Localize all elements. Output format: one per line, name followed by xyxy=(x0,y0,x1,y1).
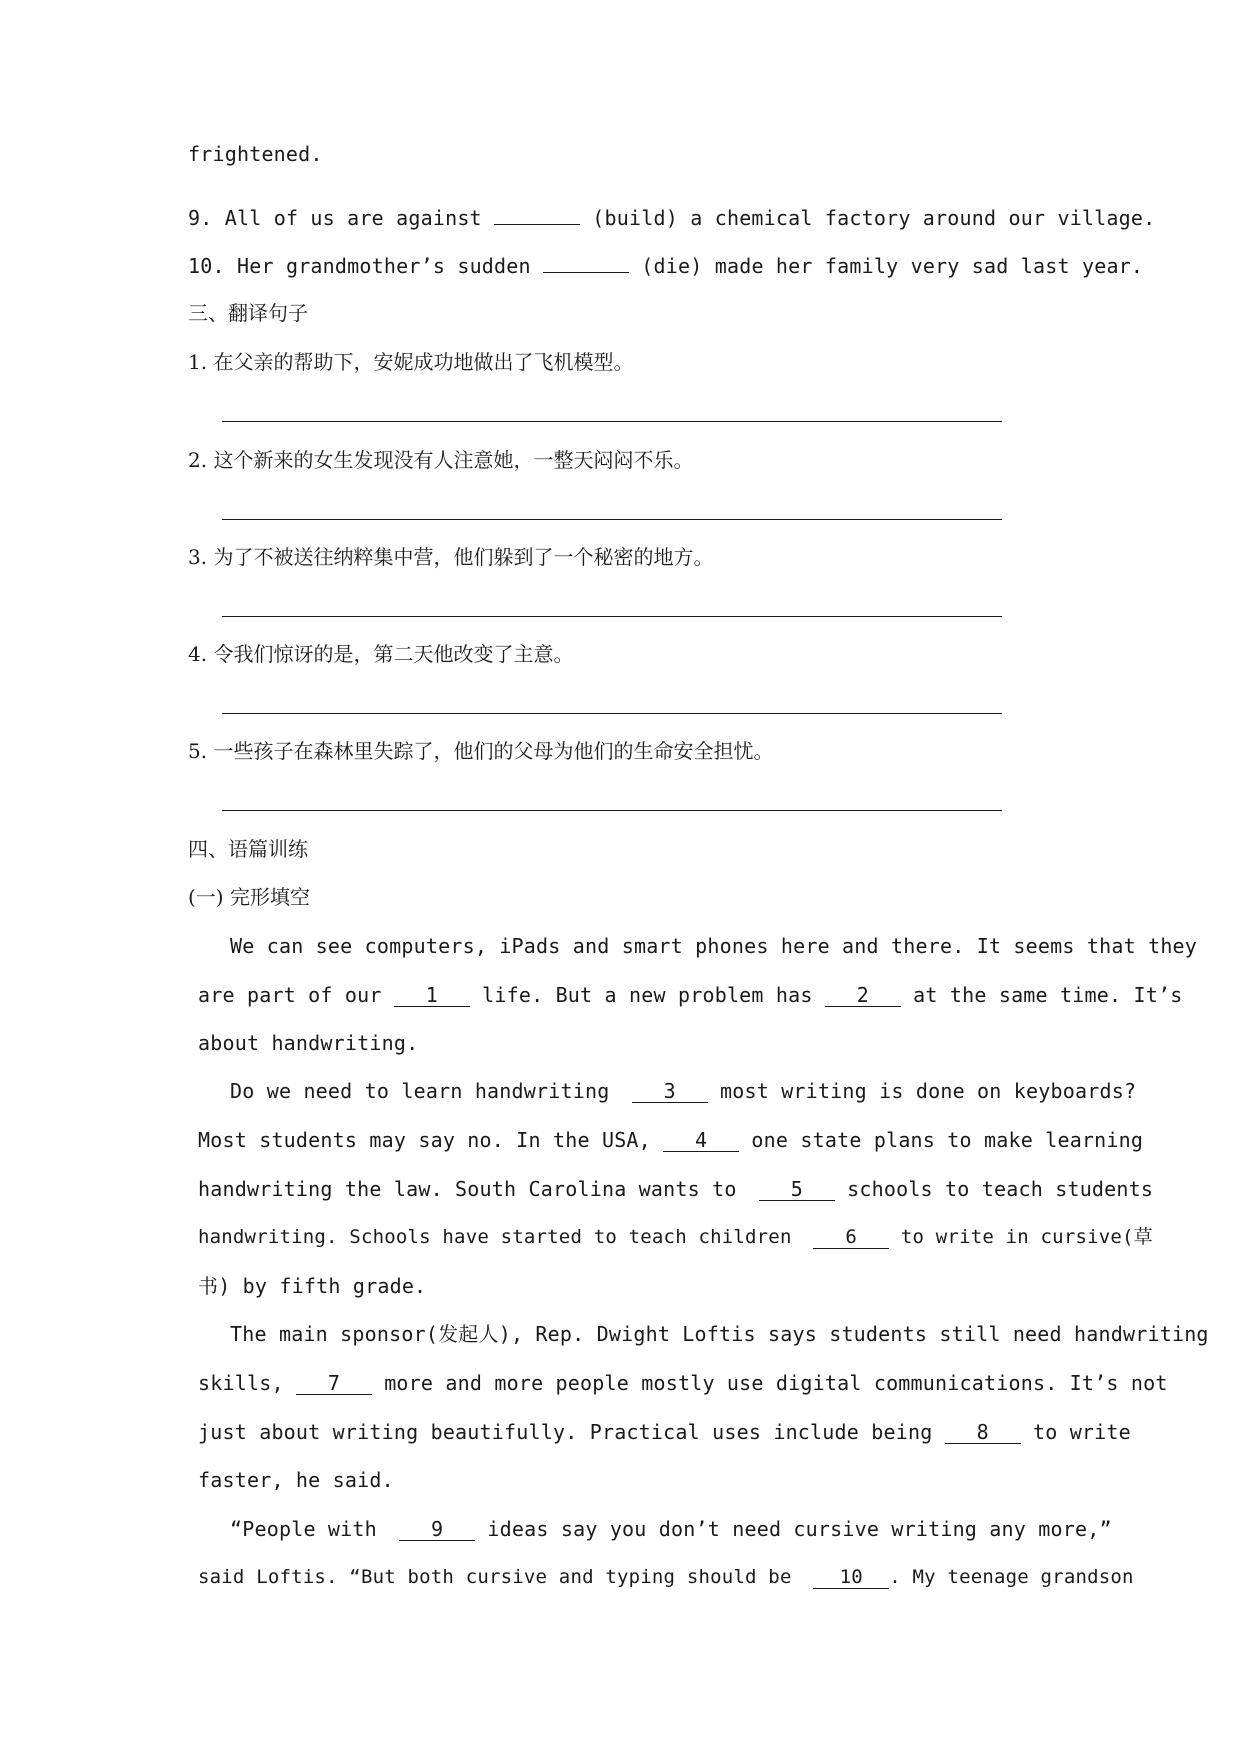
cloze-text: handwriting. Schools have started to teach children xyxy=(198,1226,792,1248)
answer-blank[interactable] xyxy=(494,224,580,225)
cloze-blank-10[interactable]: 10 xyxy=(813,1566,889,1589)
cloze-text: ideas say you don’t need cursive writing any more,” xyxy=(487,1517,1112,1541)
cloze-text: are part of our xyxy=(198,983,382,1007)
question-number: 10. xyxy=(188,254,225,278)
cloze-line xyxy=(198,1370,1168,1396)
cloze-line xyxy=(230,1516,1112,1542)
cloze-line xyxy=(198,1564,1134,1590)
cloze-blank-4[interactable]: 4 xyxy=(663,1129,739,1152)
cloze-text: . My teenage grandson xyxy=(889,1566,1134,1588)
cloze-text: life. But a new problem has xyxy=(482,983,813,1007)
item-number: 3. xyxy=(188,545,208,569)
question-10 xyxy=(188,253,1143,279)
cloze-line: about handwriting. xyxy=(198,1031,419,1055)
cloze-text: Do we need to learn handwriting xyxy=(230,1079,610,1103)
item-text: 这个新来的女生发现没有人注意她，一整天闷闷不乐。 xyxy=(213,448,694,472)
cloze-blank-9[interactable]: 9 xyxy=(399,1518,475,1541)
cloze-blank-2[interactable]: 2 xyxy=(825,984,901,1007)
cloze-text: “People with xyxy=(230,1517,377,1541)
item-number: 5. xyxy=(188,739,208,763)
translation-item-4 xyxy=(188,641,573,667)
item-text: 一些孩子在森林里失踪了，他们的父母为他们的生命安全担忧。 xyxy=(213,739,774,763)
cloze-line xyxy=(198,1419,1131,1445)
cloze-text: just about writing beautifully. Practical uses include being xyxy=(198,1420,933,1444)
cloze-text: more and more people mostly use digital communications. It’s not xyxy=(384,1371,1168,1395)
answer-blank[interactable] xyxy=(543,272,629,273)
cloze-text: one state plans to make learning xyxy=(751,1128,1144,1152)
cloze-blank-7[interactable]: 7 xyxy=(296,1372,372,1395)
translation-item-5 xyxy=(188,738,773,764)
q8-continuation: frightened. xyxy=(188,142,323,166)
cloze-text: skills, xyxy=(198,1371,284,1395)
question-text: All of us are against xyxy=(224,206,482,230)
cloze-text: said Loftis. “But both cursive and typing should be xyxy=(198,1566,792,1588)
cloze-text: handwriting the law. South Carolina wants to xyxy=(198,1177,737,1201)
subsection-heading-cloze: (一) 完形填空 xyxy=(188,885,310,909)
cloze-text: schools to teach students xyxy=(847,1177,1154,1201)
question-text: (build) a chemical factory around our village. xyxy=(592,206,1156,230)
cloze-blank-5[interactable]: 5 xyxy=(759,1178,835,1201)
cloze-line xyxy=(198,982,1183,1008)
answer-line-3[interactable] xyxy=(222,616,1002,617)
cloze-line: faster, he said. xyxy=(198,1468,394,1492)
cloze-line: 书) by fifth grade. xyxy=(198,1274,427,1298)
cloze-text: most writing is done on keyboards? xyxy=(719,1079,1137,1103)
section-heading-reading: 四、语篇训练 xyxy=(188,837,308,861)
cloze-line xyxy=(230,1078,1137,1104)
section-heading-translation: 三、翻译句子 xyxy=(188,301,308,325)
translation-item-1 xyxy=(188,349,633,375)
translation-item-2 xyxy=(188,447,693,473)
answer-line-1[interactable] xyxy=(222,421,1002,422)
answer-line-4[interactable] xyxy=(222,713,1002,714)
item-text: 为了不被送往纳粹集中营，他们躲到了一个秘密的地方。 xyxy=(213,545,714,569)
question-number: 9. xyxy=(188,206,213,230)
item-number: 4. xyxy=(188,642,208,666)
cloze-line xyxy=(198,1176,1154,1202)
item-text: 令我们惊讶的是，第二天他改变了主意。 xyxy=(213,642,574,666)
cloze-text: Most students may say no. In the USA, xyxy=(198,1128,651,1152)
cloze-blank-8[interactable]: 8 xyxy=(945,1421,1021,1444)
translation-item-3 xyxy=(188,544,713,570)
question-text: (die) made her family very sad last year. xyxy=(641,254,1144,278)
cloze-blank-1[interactable]: 1 xyxy=(394,984,470,1007)
cloze-text: to write in cursive(草 xyxy=(900,1226,1153,1248)
cloze-line xyxy=(198,1127,1144,1153)
cloze-blank-6[interactable]: 6 xyxy=(813,1226,889,1249)
item-number: 1. xyxy=(188,350,208,374)
cloze-line: The main sponsor(发起人), Rep. Dwight Loftis says students still need handwriting xyxy=(230,1322,1209,1346)
answer-line-2[interactable] xyxy=(222,519,1002,520)
cloze-text: at the same time. It’s xyxy=(913,983,1183,1007)
item-text: 在父亲的帮助下，安妮成功地做出了飞机模型。 xyxy=(213,350,634,374)
cloze-blank-3[interactable]: 3 xyxy=(632,1080,708,1103)
cloze-text: to write xyxy=(1032,1420,1131,1444)
cloze-line: We can see computers, iPads and smart phones here and there. It seems that they xyxy=(230,934,1198,958)
item-number: 2. xyxy=(188,448,208,472)
question-9 xyxy=(188,205,1155,231)
question-text: Her grandmother’s sudden xyxy=(236,254,531,278)
answer-line-5[interactable] xyxy=(222,810,1002,811)
cloze-line xyxy=(198,1224,1153,1250)
